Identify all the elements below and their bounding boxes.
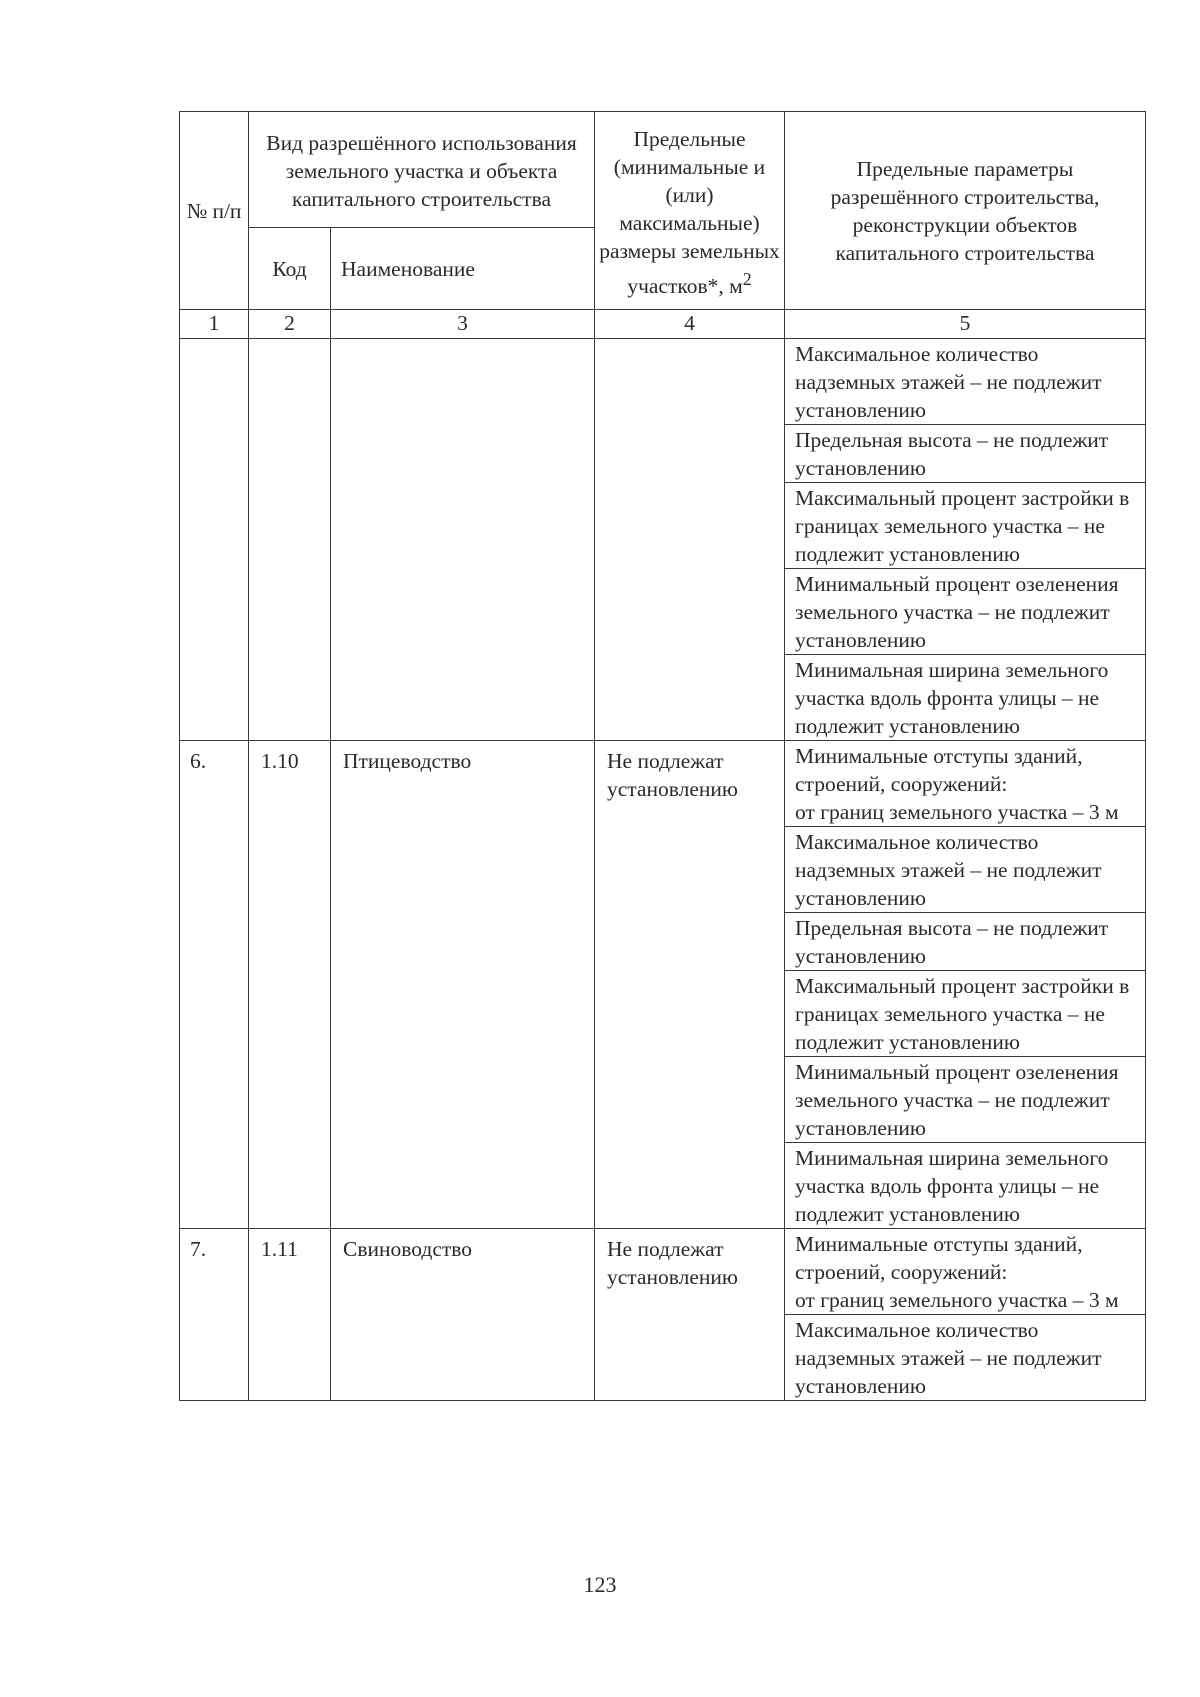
- cell-name: [331, 339, 595, 741]
- cell-name: Птицеводство: [331, 741, 595, 1229]
- param-item: Минимальный процент озеленения земельного участка – не подлежит установлению: [785, 569, 1145, 655]
- table-row-7: [180, 1229, 1146, 1401]
- column-number-row: [180, 310, 1146, 339]
- header-code: Код: [249, 228, 331, 310]
- column-number: 3: [331, 310, 595, 339]
- param-item: Максимальный процент застройки в границах земельного участка – не подлежит установлению: [785, 971, 1145, 1057]
- param-line: Минимальные отступы зданий, строений, сооружений:: [795, 1232, 1083, 1284]
- param-item: Максимальное количество надземных этажей – не подлежит установлению: [785, 827, 1145, 913]
- param-item: Максимальное количество надземных этажей – не подлежит установлению: [785, 339, 1145, 425]
- column-number: 5: [785, 310, 1146, 339]
- header-plot-sizes: Предельные (минимальные и (или) максимальные) размеры земельных участков*, $м^2$: [595, 112, 785, 310]
- cell-params: [785, 1229, 1146, 1401]
- cell-no: 6.: [180, 741, 249, 1229]
- header-no: № п/п: [180, 112, 249, 310]
- param-item: Предельная высота – не подлежит установлению: [785, 913, 1145, 971]
- param-item: Максимальное количество надземных этажей – не подлежит установлению: [795, 1318, 1102, 1398]
- column-number: 4: [595, 310, 785, 339]
- cell-params: [785, 741, 1146, 1229]
- header-params: Предельные параметры разрешённого строительства, реконструкции объектов капитального строительства: [785, 112, 1146, 310]
- page-number: 123: [583, 1572, 617, 1597]
- cell-params: [785, 339, 1146, 741]
- param-item: [785, 1229, 1145, 1315]
- zoning-table: [179, 111, 1146, 1401]
- table-row-continuation: [180, 339, 1146, 741]
- cell-name: Свиноводство: [331, 1229, 595, 1401]
- param-line: от границ земельного участка – 3 м: [795, 1288, 1119, 1312]
- column-number: 2: [249, 310, 331, 339]
- param-line: Минимальные отступы зданий, строений, сооружений:: [795, 744, 1083, 796]
- cell-no: [180, 339, 249, 741]
- param-item: [785, 741, 1145, 827]
- header-row-top: [180, 112, 1146, 228]
- param-item: Минимальная ширина земельного участка вдоль фронта улицы – не подлежит установлению: [795, 1146, 1109, 1226]
- table-row-6: [180, 741, 1146, 1229]
- param-item: Минимальный процент озеленения земельного участка – не подлежит установлению: [785, 1057, 1145, 1143]
- cell-size: Не подлежат установлению: [595, 741, 785, 1229]
- param-item: Минимальная ширина земельного участка вдоль фронта улицы – не подлежит установлению: [795, 658, 1109, 738]
- column-number: 1: [180, 310, 249, 339]
- param-line: от границ земельного участка – 3 м: [795, 800, 1119, 824]
- cell-code: 1.10: [249, 741, 331, 1229]
- param-item: Максимальный процент застройки в границах земельного участка – не подлежит установлению: [785, 483, 1145, 569]
- cell-code: [249, 339, 331, 741]
- cell-no: 7.: [180, 1229, 249, 1401]
- header-name: Наименование: [331, 228, 595, 310]
- cell-size: [595, 339, 785, 741]
- param-item: Предельная высота – не подлежит установлению: [785, 425, 1145, 483]
- cell-size: Не подлежат установлению: [595, 1229, 785, 1401]
- cell-code: 1.11: [249, 1229, 331, 1401]
- header-permitted-use: Вид разрешённого использования земельного участка и объекта капитального строительства: [249, 112, 595, 228]
